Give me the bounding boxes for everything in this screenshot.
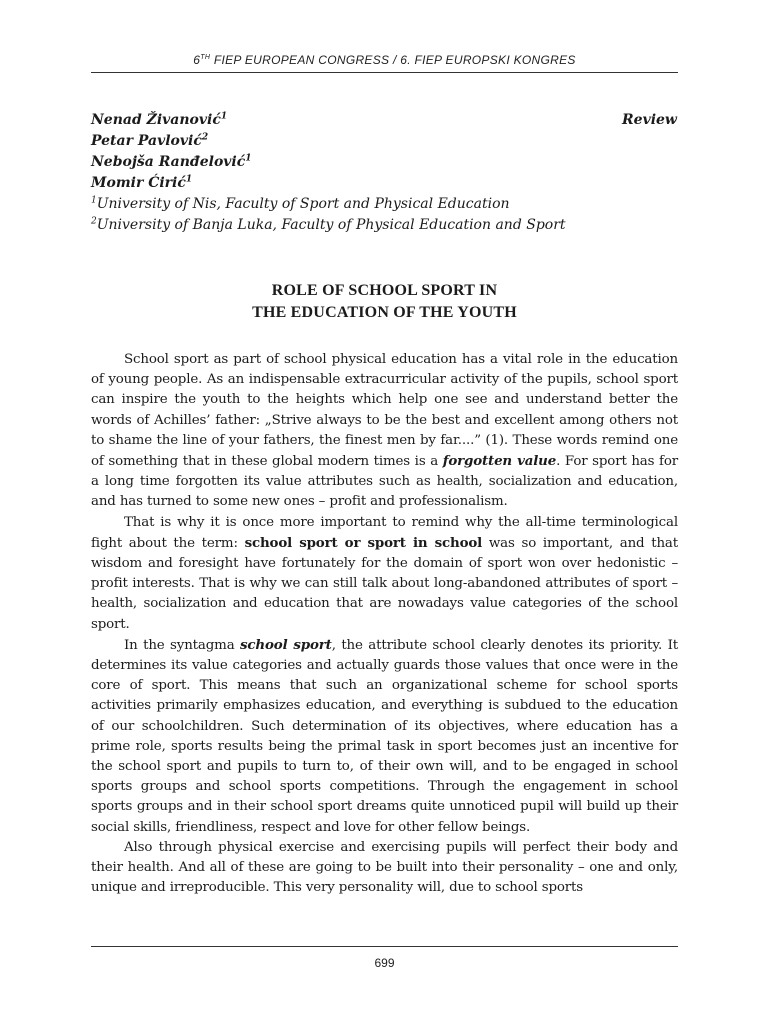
- emphasis-text: school sport: [240, 636, 332, 653]
- author-name: Momir Ćirić: [91, 175, 186, 191]
- header-text: FIEP EUROPEAN CONGRESS / 6. FIEP EUROPSKI KONGRES: [210, 53, 576, 67]
- author-name: Nenad Živanović: [91, 112, 221, 128]
- running-header: [91, 53, 678, 67]
- article-type-label: Review: [622, 112, 677, 128]
- paragraph-text: was so important, and that wisdom and foresight have fortunately for the domain of sport won over hedonistic – profit interests. That is why we can still talk about long-abandoned attributes of sport – health, socialization and education that are nowadays value categories of the school sport.: [91, 535, 678, 632]
- author-name: Petar Pavlović: [91, 133, 202, 149]
- author-affiliation-mark: 2: [201, 132, 209, 143]
- paragraph-text: In the syntagma: [124, 637, 241, 653]
- affiliation-text: University of Nis, Faculty of Sport and Physical Education: [96, 196, 510, 212]
- author-1: [91, 110, 678, 131]
- affiliation-1: [91, 194, 678, 215]
- header-number: 6: [193, 53, 201, 67]
- page-number: 699: [374, 956, 395, 970]
- paragraph-text: , the attribute school clearly denotes its priority. It determines its value categories and actually guards those values that once were in the core of sport. This means that such an organizational scheme for school sports activities primarily emphasizes education, and everything is subdued to the education of our schoolchildren. Such determination of its objectives, where education has a prime role, sports results being the primal task in sport becomes just an incentive for the school sport and pupils to turn to, of their own will, and to be engaged in school sports groups and school sports competitions. Through the engagement in school sports groups and in their school sport dreams quite unnoticed pupil will build up their social skills, friendliness, respect and love for other fellow beings.: [91, 637, 678, 835]
- author-block: [91, 110, 678, 236]
- paragraph-text: Also through physical exercise and exercising pupils will perfect their body and their health. And all of these are going to be built into their personality – one and only, unique and irreproducible. This very personality will, due to school sports: [91, 839, 678, 896]
- paragraph-text: School sport as part of school physical education has a vital role in the education of young people. As an indispensable extracurricular activity of the pupils, school sport can inspire the youth to the heights which help one see and understand better the words of Achilles’ father: „Strive always to be the best and excellent among others not to shame the line of your fathers, the finest men by far....” (1). These words remind one of something that in these global modern times is a: [91, 352, 678, 470]
- author-affiliation-mark: 1: [245, 153, 252, 164]
- title-line-1: ROLE OF SCHOOL SPORT IN: [271, 282, 498, 299]
- title-line-2: THE EDUCATION OF THE YOUTH: [252, 304, 517, 321]
- author-2: [91, 131, 678, 152]
- affiliation-2: [91, 215, 678, 236]
- author-affiliation-mark: 1: [220, 111, 228, 122]
- article-title: [91, 280, 678, 324]
- footer-rule: [91, 946, 678, 947]
- affiliation-text: University of Banja Luka, Faculty of Physical Education and Sport: [96, 217, 566, 233]
- paragraph-4: [91, 838, 678, 899]
- paragraph-text: . For sport has for a long time forgotten its value attributes such as health, socialization and education, and has turned to some new ones – profit and professionalism.: [91, 454, 678, 510]
- author-3: [91, 152, 678, 173]
- paragraph-text: That is why it is once more important to remind why the all-time terminological fight about the term:: [91, 514, 678, 551]
- paragraph-2: [91, 513, 678, 635]
- author-4: [91, 173, 678, 194]
- emphasis-text: forgotten value: [442, 453, 557, 470]
- paragraph-1: [91, 350, 678, 513]
- article-body: [91, 350, 678, 898]
- author-affiliation-mark: 1: [185, 174, 193, 185]
- affiliation-mark: 1: [91, 195, 97, 206]
- author-name: Nebojša Ranđelović: [91, 154, 246, 170]
- emphasis-text: school sport or sport in school: [244, 534, 483, 551]
- paragraph-3: [91, 635, 678, 838]
- header-superscript: TH: [200, 54, 211, 61]
- affiliation-mark: 2: [91, 216, 97, 227]
- header-rule: [91, 72, 678, 73]
